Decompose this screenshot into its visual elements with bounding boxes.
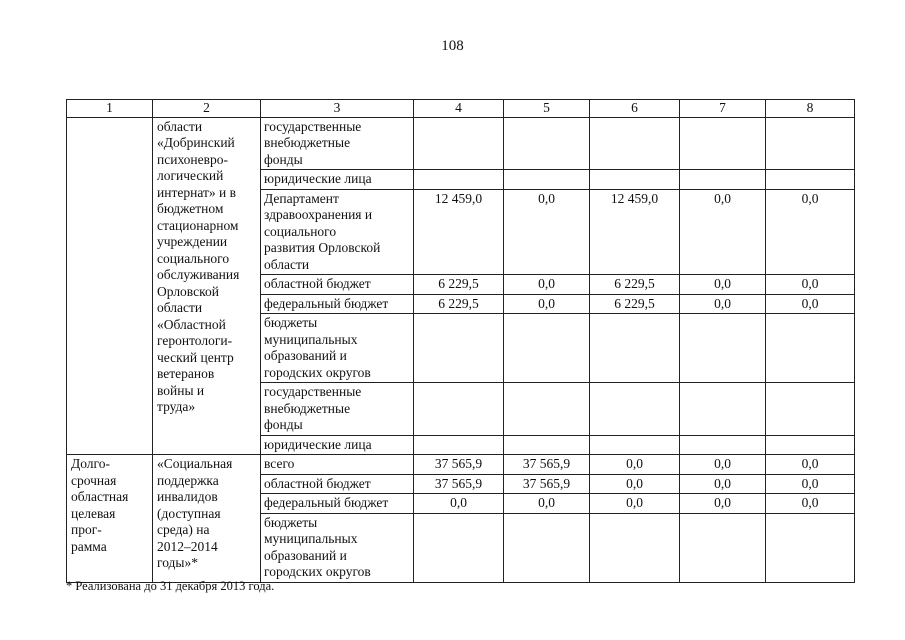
funding-source-line: муниципальных [264,331,358,347]
block2-program-name-line: «Социальная [157,456,233,471]
block1-program-name-line: «Областной [157,316,226,332]
block1-program-name-line: ческий центр [157,349,234,365]
funding-source [261,455,414,475]
funding-source-line: Департамент [264,190,339,206]
block1-program-name-line: ветеранов [157,366,215,381]
value-col-7: 0,0 [680,189,766,275]
funding-source [261,117,414,170]
funding-source-line: бюджеты [264,315,318,330]
block1-program-name-line: «Добринский [157,135,235,150]
value-col-4 [414,513,504,582]
value-col-7: 0,0 [680,494,766,514]
value-col-5: 0,0 [504,189,590,275]
header-row [67,100,855,118]
value-col-5 [504,383,590,436]
value-col-5: 0,0 [504,294,590,314]
block1-program-name-line: стационарном [157,217,239,233]
value-col-8: 0,0 [766,275,855,295]
value-col-5 [504,314,590,383]
funding-source-line: областной бюджет [264,276,371,291]
value-col-4: 12 459,0 [414,189,504,275]
column-header-2: 2 [153,100,261,118]
funding-source-line: федеральный бюджет [264,295,389,311]
value-col-4: 6 229,5 [414,275,504,295]
value-col-4: 6 229,5 [414,294,504,314]
funding-source [261,314,414,383]
funding-source-line: государственные [264,384,362,399]
value-col-4: 0,0 [414,494,504,514]
block1-program-name [153,117,261,455]
block2-program-name-line: среда) на [157,522,210,537]
block1-program-name-line: Орловской [157,283,219,299]
funding-source-line: внебюджетные [264,400,351,416]
block2-program-type-line: срочная [71,472,117,488]
funding-source-line: всего [264,456,295,471]
column-header-6: 6 [590,100,680,118]
block2-program-type-line: рамма [71,538,107,554]
value-col-8 [766,314,855,383]
block2-program-name-line: инвалидов [157,489,218,504]
value-col-8: 0,0 [766,294,855,314]
value-col-8: 0,0 [766,474,855,494]
value-col-6 [590,513,680,582]
funding-source-line: городских округов [264,364,371,380]
funding-source [261,189,414,275]
value-col-6: 6 229,5 [590,275,680,295]
funding-source [261,435,414,455]
funding-source-line: бюджеты [264,514,318,530]
funding-source-line: социального [264,223,337,239]
value-col-5: 0,0 [504,494,590,514]
value-col-4 [414,435,504,455]
table-row [67,455,855,475]
value-col-4 [414,314,504,383]
funding-source [261,275,414,295]
value-col-4: 37 565,9 [414,455,504,475]
block1-program-name-line: труда» [157,399,196,414]
value-col-8: 0,0 [766,455,855,475]
column-header-4: 4 [414,100,504,118]
funding-source [261,513,414,582]
column-header-7: 7 [680,100,766,118]
block2-program-type-line: областная [71,489,129,504]
value-col-5 [504,513,590,582]
value-col-4: 37 565,9 [414,474,504,494]
funding-source-line: образований и [264,547,347,563]
value-col-6 [590,383,680,436]
value-col-5: 37 565,9 [504,474,590,494]
block2-program-type-line: Долго- [71,456,110,471]
value-col-6 [590,170,680,190]
funding-source [261,170,414,190]
block1-program-name-line: логический [157,168,224,183]
funding-source-line: юридические лица [264,171,372,186]
value-col-5 [504,435,590,455]
block1-program-type [67,117,153,455]
column-header-8: 8 [766,100,855,118]
page-number: 108 [441,38,464,54]
value-col-5 [504,170,590,190]
value-col-8: 0,0 [766,494,855,514]
value-col-8 [766,117,855,170]
value-col-6: 0,0 [590,494,680,514]
funding-source [261,383,414,436]
value-col-6 [590,117,680,170]
block1-program-name-line: геронтологи- [157,333,233,348]
value-col-7 [680,314,766,383]
funding-source-line: образований и [264,348,347,363]
value-col-7 [680,513,766,582]
block1-program-name-line: области [157,118,203,134]
funding-source-line: муниципальных [264,531,358,546]
value-col-7 [680,383,766,436]
funding-source-line: федеральный бюджет [264,495,389,510]
value-col-8 [766,383,855,436]
funding-source-line: областной бюджет [264,475,371,491]
value-col-8 [766,170,855,190]
block1-program-name-line: бюджетном [157,201,224,216]
block1-program-name-line: области [157,300,203,315]
funding-source [261,294,414,314]
value-col-7: 0,0 [680,474,766,494]
column-header-3: 3 [261,100,414,118]
value-col-7 [680,170,766,190]
value-col-8 [766,435,855,455]
value-col-6 [590,314,680,383]
block2-program-type-line: прог- [71,522,102,537]
block1-program-name-line: интернат» и в [157,184,236,200]
block2-program-type-line: целевая [71,505,116,521]
block1-program-name-line: обслуживания [157,267,240,282]
column-header-5: 5 [504,100,590,118]
value-col-5: 37 565,9 [504,455,590,475]
block2-program-type [67,455,153,583]
funding-source-line: фонды [264,417,303,432]
block1-program-name-line: учреждении [157,234,228,249]
value-col-8: 0,0 [766,189,855,275]
budget-table [66,99,855,583]
funding-source-line: фонды [264,151,303,167]
block1-program-name-line: войны и [157,382,205,398]
value-col-6 [590,435,680,455]
value-col-5 [504,117,590,170]
table-row [67,117,855,170]
funding-source-line: юридические лица [264,436,372,452]
funding-source-line: городских округов [264,564,371,579]
value-col-6: 0,0 [590,455,680,475]
footnote: * Реализована до 31 декабря 2013 года. [66,579,275,593]
block2-program-name [153,455,261,583]
value-col-4 [414,383,504,436]
value-col-4 [414,170,504,190]
column-header-1: 1 [67,100,153,118]
block2-program-name-line: годы»* [157,555,199,570]
block1-program-name-line: социального [157,250,230,266]
value-col-5: 0,0 [504,275,590,295]
value-col-7: 0,0 [680,275,766,295]
block2-program-name-line: (доступная [157,505,221,521]
funding-source-line: внебюджетные [264,135,351,150]
block2-program-name-line: 2012–2014 [157,538,218,554]
funding-source-line: развития Орловской [264,240,381,255]
funding-source-line: области [264,256,310,272]
value-col-7 [680,435,766,455]
funding-source [261,474,414,494]
value-col-7: 0,0 [680,294,766,314]
funding-source [261,494,414,514]
funding-source-line: здравоохранения и [264,207,373,222]
value-col-7: 0,0 [680,455,766,475]
value-col-8 [766,513,855,582]
value-col-6: 12 459,0 [590,189,680,275]
value-col-7 [680,117,766,170]
value-col-4 [414,117,504,170]
value-col-6: 6 229,5 [590,294,680,314]
value-col-6: 0,0 [590,474,680,494]
block1-program-name-line: психоневро- [157,151,229,167]
funding-source-line: государственные [264,118,362,134]
block2-program-name-line: поддержка [157,472,219,488]
